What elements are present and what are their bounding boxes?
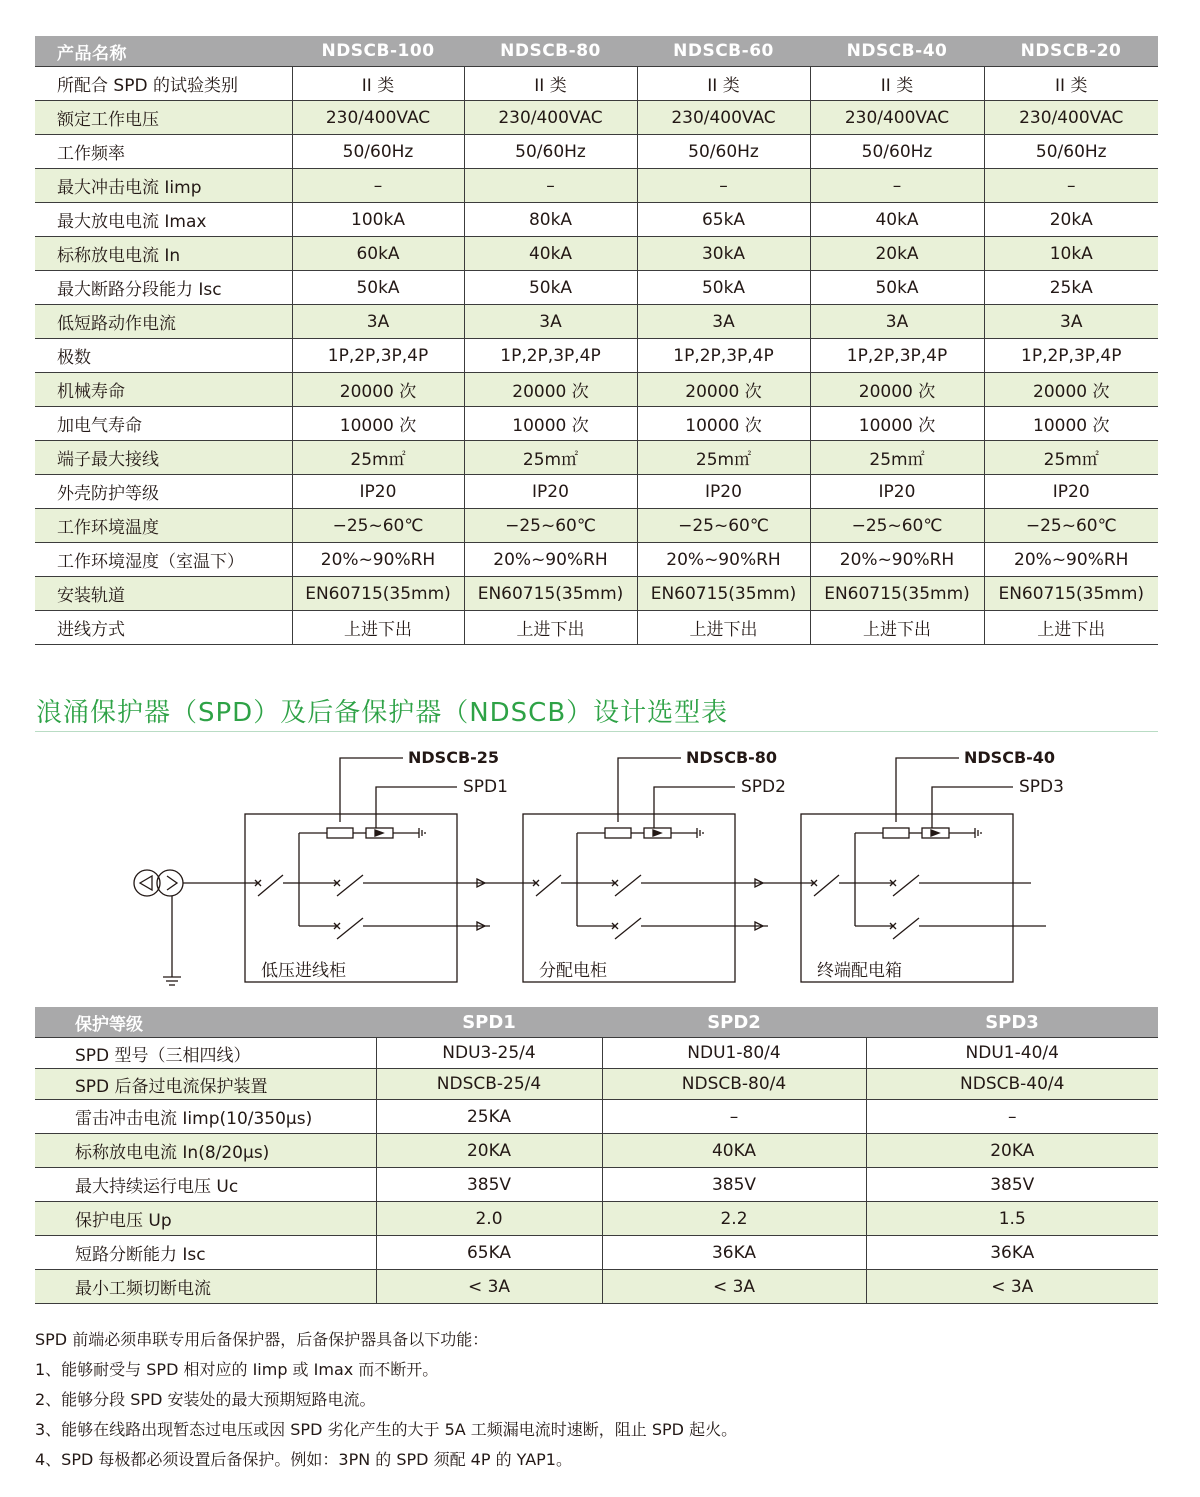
table-cell: EN60715(35mm) [292, 577, 464, 611]
spd-label: SPD1 [463, 777, 508, 797]
protection-table [35, 1007, 1158, 1304]
table-cell: 20000 次 [637, 373, 810, 407]
table-cell: – [292, 169, 464, 203]
row-label: 安装轨道 [35, 577, 292, 611]
table-cell: 20%~90%RH [292, 543, 464, 577]
row-label: 最大断路分段能力 Isc [35, 271, 292, 305]
row-label: 机械寿命 [35, 373, 292, 407]
table-cell: 3A [984, 305, 1158, 339]
cabinet-label: 分配电柜 [539, 961, 607, 981]
table-cell: 25m㎡ [464, 441, 637, 475]
table-cell: 10000 次 [464, 407, 637, 441]
table-cell: 20kA [984, 203, 1158, 237]
table-cell: 230/400VAC [292, 101, 464, 135]
row-label: 标称放电电流 In(8/20μs) [35, 1134, 376, 1168]
table-cell: 3A [810, 305, 984, 339]
table-cell: −25~60℃ [464, 509, 637, 543]
table-row [35, 203, 1158, 237]
table-cell: 20kA [810, 237, 984, 271]
row-label: 最大放电电流 Imax [35, 203, 292, 237]
table-cell: 20%~90%RH [464, 543, 637, 577]
table-cell: 3A [292, 305, 464, 339]
table-cell: 25m㎡ [637, 441, 810, 475]
row-label: 工作环境温度 [35, 509, 292, 543]
table-cell: −25~60℃ [637, 509, 810, 543]
table-cell: 30kA [637, 237, 810, 271]
table-cell: 65kA [637, 203, 810, 237]
table-cell: – [637, 169, 810, 203]
table-cell: 1P,2P,3P,4P [292, 339, 464, 373]
breaker-label: NDSCB-80 [686, 748, 778, 767]
table-cell: EN60715(35mm) [637, 577, 810, 611]
table-cell: 60kA [292, 237, 464, 271]
spec-header-cell: NDSCB-20 [984, 36, 1158, 67]
table-row [35, 1270, 1158, 1304]
panel-2 [523, 748, 814, 982]
table-cell: II 类 [984, 67, 1158, 101]
table-cell: 20KA [866, 1134, 1158, 1168]
table-row [35, 509, 1158, 543]
cabinet-box [801, 814, 1013, 982]
table-cell: II 类 [637, 67, 810, 101]
section-divider [35, 731, 1158, 732]
row-label: 保护电压 Up [35, 1202, 376, 1236]
table-cell: 40KA [602, 1134, 866, 1168]
table-row [35, 1038, 1158, 1069]
spd-label: SPD3 [1019, 777, 1064, 797]
table-cell: NDSCB-80/4 [602, 1069, 866, 1100]
transformer-icon [134, 870, 160, 896]
table-cell: II 类 [292, 67, 464, 101]
row-label: 低短路动作电流 [35, 305, 292, 339]
table-row [35, 1100, 1158, 1134]
table-cell: 1P,2P,3P,4P [464, 339, 637, 373]
table-cell: 上进下出 [810, 611, 984, 645]
table-cell: 25m㎡ [984, 441, 1158, 475]
table-row [35, 407, 1158, 441]
table-cell: EN60715(35mm) [810, 577, 984, 611]
table-cell: NDSCB-40/4 [866, 1069, 1158, 1100]
table-cell: 50kA [292, 271, 464, 305]
note-line: 4、SPD 每极都必须设置后备保护。例如：3PN 的 SPD 须配 4P 的 YAP1。 [35, 1450, 572, 1469]
table-cell: 20000 次 [292, 373, 464, 407]
table-row [35, 577, 1158, 611]
table-cell: 50kA [637, 271, 810, 305]
table-cell: 3A [464, 305, 637, 339]
table-cell: NDU1-80/4 [602, 1038, 866, 1069]
table-cell: 50kA [464, 271, 637, 305]
table-cell: 上进下出 [292, 611, 464, 645]
wiring-diagram [0, 738, 1200, 1000]
table-cell: IP20 [984, 475, 1158, 509]
table-cell: 上进下出 [984, 611, 1158, 645]
table-cell: II 类 [464, 67, 637, 101]
table-cell: IP20 [637, 475, 810, 509]
table-row [35, 67, 1158, 101]
protection-header-row [35, 1007, 1158, 1038]
cabinet-label: 终端配电箱 [817, 961, 902, 981]
spec-header-cell: NDSCB-60 [637, 36, 810, 67]
table-cell: 36KA [602, 1236, 866, 1270]
table-row [35, 339, 1158, 373]
table-row [35, 475, 1158, 509]
table-cell: NDSCB-25/4 [376, 1069, 602, 1100]
table-cell: 10000 次 [810, 407, 984, 441]
cabinet-label: 低压进线柜 [261, 961, 346, 981]
row-label: 额定工作电压 [35, 101, 292, 135]
table-row [35, 1069, 1158, 1100]
table-cell: 230/400VAC [637, 101, 810, 135]
table-cell: 230/400VAC [984, 101, 1158, 135]
table-cell: 1.5 [866, 1202, 1158, 1236]
table-cell: 40kA [464, 237, 637, 271]
table-row [35, 169, 1158, 203]
table-row [35, 373, 1158, 407]
note-line: 3、能够在线路出现暂态过电压或因 SPD 劣化产生的大于 5A 工频漏电流时速断，阻止 SPD 起火。 [35, 1420, 738, 1439]
row-label: 雷击冲击电流 Iimp(10/350μs) [35, 1100, 376, 1134]
spec-header-cell: NDSCB-40 [810, 36, 984, 67]
table-cell: −25~60℃ [810, 509, 984, 543]
table-cell: −25~60℃ [984, 509, 1158, 543]
table-cell: 50/60Hz [292, 135, 464, 169]
breaker-icon [883, 828, 909, 838]
note-line: SPD 前端必须串联专用后备保护器，后备保护器具备以下功能： [35, 1330, 489, 1349]
table-row [35, 1134, 1158, 1168]
table-cell: 10000 次 [292, 407, 464, 441]
table-cell: 230/400VAC [810, 101, 984, 135]
table-row [35, 101, 1158, 135]
row-label: SPD 型号（三相四线） [35, 1038, 376, 1069]
table-row [35, 611, 1158, 645]
table-cell: 80kA [464, 203, 637, 237]
spec-header-cell: NDSCB-80 [464, 36, 637, 67]
row-label: 短路分断能力 Isc [35, 1236, 376, 1270]
table-cell: 25kA [984, 271, 1158, 305]
breaker-icon [327, 828, 353, 838]
table-cell: 36KA [866, 1236, 1158, 1270]
spec-header-cell: NDSCB-100 [292, 36, 464, 67]
table-row [35, 305, 1158, 339]
table-cell: 10000 次 [637, 407, 810, 441]
row-label: 工作频率 [35, 135, 292, 169]
table-cell: 65KA [376, 1236, 602, 1270]
table-cell: 50/60Hz [984, 135, 1158, 169]
table-cell: < 3A [376, 1270, 602, 1304]
table-row [35, 271, 1158, 305]
table-cell: < 3A [866, 1270, 1158, 1304]
table-cell: 20%~90%RH [637, 543, 810, 577]
row-label: 外壳防护等级 [35, 475, 292, 509]
table-cell: 20%~90%RH [810, 543, 984, 577]
panel-1 [245, 748, 536, 982]
table-cell: – [602, 1100, 866, 1134]
table-cell: 385V [602, 1168, 866, 1202]
table-row [35, 1168, 1158, 1202]
table-cell: 25m㎡ [292, 441, 464, 475]
table-cell: 10000 次 [984, 407, 1158, 441]
table-cell: 25m㎡ [810, 441, 984, 475]
table-cell: 20000 次 [464, 373, 637, 407]
table-cell: 20000 次 [810, 373, 984, 407]
table-cell: 50kA [810, 271, 984, 305]
section-title: 浪涌保护器（SPD）及后备保护器（NDSCB）设计选型表 [36, 698, 729, 728]
table-cell: < 3A [602, 1270, 866, 1304]
table-cell: – [984, 169, 1158, 203]
table-cell: 1P,2P,3P,4P [637, 339, 810, 373]
table-cell: 20000 次 [984, 373, 1158, 407]
table-cell: 10kA [984, 237, 1158, 271]
row-label: 最大持续运行电压 Uc [35, 1168, 376, 1202]
table-cell: II 类 [810, 67, 984, 101]
table-cell: 3A [637, 305, 810, 339]
table-row [35, 1202, 1158, 1236]
table-cell: IP20 [810, 475, 984, 509]
table-cell: 上进下出 [637, 611, 810, 645]
cabinet-box [523, 814, 735, 982]
table-cell: 1P,2P,3P,4P [810, 339, 984, 373]
table-cell: 50/60Hz [637, 135, 810, 169]
panel-3 [801, 748, 1064, 982]
table-cell: 230/400VAC [464, 101, 637, 135]
table-cell: 100kA [292, 203, 464, 237]
table-row [35, 135, 1158, 169]
protection-header-cell: 保护等级 [35, 1007, 376, 1038]
table-cell: 385V [376, 1168, 602, 1202]
table-cell: 1P,2P,3P,4P [984, 339, 1158, 373]
table-row [35, 441, 1158, 475]
row-label: 加电气寿命 [35, 407, 292, 441]
table-cell: 50/60Hz [810, 135, 984, 169]
table-cell: NDU1-40/4 [866, 1038, 1158, 1069]
row-label: 端子最大接线 [35, 441, 292, 475]
spec-header-row [35, 36, 1158, 67]
breaker-icon [605, 828, 631, 838]
table-cell: 50/60Hz [464, 135, 637, 169]
table-cell: 40kA [810, 203, 984, 237]
table-cell: 上进下出 [464, 611, 637, 645]
protection-header-cell: SPD2 [602, 1007, 866, 1038]
note-line: 2、能够分段 SPD 安装处的最大预期短路电流。 [35, 1390, 376, 1409]
table-cell: −25~60℃ [292, 509, 464, 543]
table-cell: IP20 [464, 475, 637, 509]
table-cell: – [866, 1100, 1158, 1134]
row-label: 最小工频切断电流 [35, 1270, 376, 1304]
row-label: 最大冲击电流 Iimp [35, 169, 292, 203]
table-cell: IP20 [292, 475, 464, 509]
row-label: 所配合 SPD 的试验类别 [35, 67, 292, 101]
table-cell: 2.2 [602, 1202, 866, 1236]
cabinet-box [245, 814, 457, 982]
row-label: 进线方式 [35, 611, 292, 645]
row-label: 标称放电电流 In [35, 237, 292, 271]
protection-header-cell: SPD3 [866, 1007, 1158, 1038]
spd-label: SPD2 [741, 777, 786, 797]
table-cell: 2.0 [376, 1202, 602, 1236]
row-label: 工作环境湿度（室温下） [35, 543, 292, 577]
table-cell: 20%~90%RH [984, 543, 1158, 577]
row-label: 极数 [35, 339, 292, 373]
breaker-label: NDSCB-25 [408, 748, 500, 767]
table-cell: NDU3-25/4 [376, 1038, 602, 1069]
breaker-label: NDSCB-40 [964, 748, 1056, 767]
row-label: SPD 后备过电流保护装置 [35, 1069, 376, 1100]
notes-block [35, 1325, 1158, 1475]
protection-header-cell: SPD1 [376, 1007, 602, 1038]
spec-table [35, 36, 1158, 645]
table-row [35, 237, 1158, 271]
note-line: 1、能够耐受与 SPD 相对应的 Iimp 或 Imax 而不断开。 [35, 1360, 439, 1379]
table-row [35, 543, 1158, 577]
table-cell: – [810, 169, 984, 203]
table-cell: EN60715(35mm) [984, 577, 1158, 611]
table-cell: 20KA [376, 1134, 602, 1168]
table-cell: 25KA [376, 1100, 602, 1134]
ground-icon [163, 977, 181, 985]
spec-header-cell: 产品名称 [35, 36, 292, 67]
table-cell: – [464, 169, 637, 203]
table-row [35, 1236, 1158, 1270]
table-cell: 385V [866, 1168, 1158, 1202]
table-cell: EN60715(35mm) [464, 577, 637, 611]
